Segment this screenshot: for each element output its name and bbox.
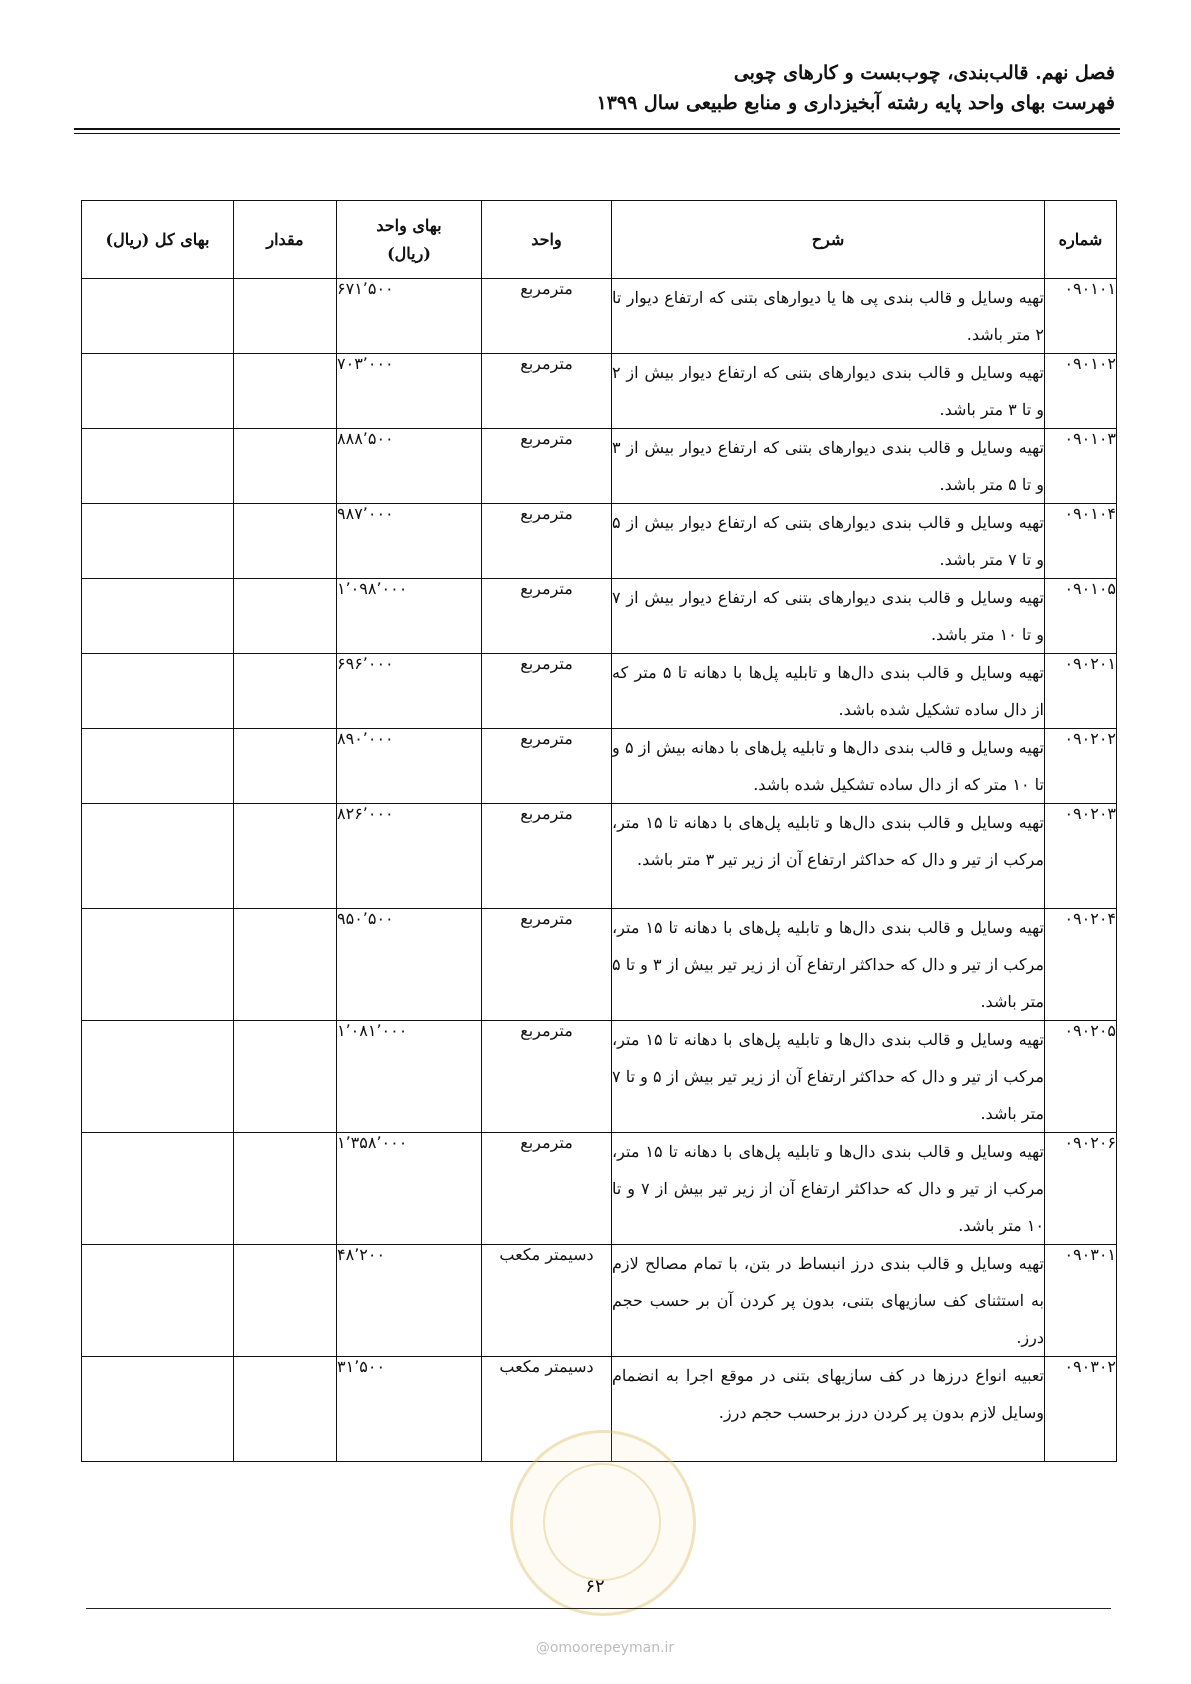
- row-description: تعبیه انواع درزها در کف سازیهای بتنی در موقع اجرا به انضمام وسایل لازم بدون پر کردن درز برحسب حجم درز.: [612, 1357, 1045, 1462]
- row-description: تهیه وسایل و قالب بندی دال‌ها و تابلیه پل‌ها با دهانه تا ۵ متر که از دال ساده تشکیل شده باشد.: [612, 654, 1045, 729]
- row-code: ۰۹۰۳۰۱: [1045, 1245, 1117, 1357]
- table-row: [82, 909, 1117, 1021]
- table-row: [82, 429, 1117, 504]
- header-unit-price: [337, 201, 482, 279]
- row-quantity: [234, 579, 337, 654]
- row-total-price: [82, 579, 234, 654]
- row-code: ۰۹۰۱۰۲: [1045, 354, 1117, 429]
- row-unit-price: ۱٬۳۵۸٬۰۰۰: [337, 1133, 482, 1245]
- row-code: ۰۹۰۲۰۵: [1045, 1021, 1117, 1133]
- row-total-price: [82, 654, 234, 729]
- row-code: ۰۹۰۱۰۱: [1045, 279, 1117, 354]
- row-unit-price: ۹۵۰٬۵۰۰: [337, 909, 482, 1021]
- header-code: شماره: [1045, 201, 1117, 279]
- header-description: شرح: [612, 201, 1045, 279]
- row-unit-price: ۶۹۶٬۰۰۰: [337, 654, 482, 729]
- row-code: ۰۹۰۱۰۵: [1045, 579, 1117, 654]
- table-row: [82, 1021, 1117, 1133]
- row-unit-price: ۹۸۷٬۰۰۰: [337, 504, 482, 579]
- table-row: [82, 804, 1117, 909]
- row-description: تهیه وسایل و قالب بندی دال‌ها و تابلیه پل‌های با دهانه تا ۱۵ متر، مرکب از تیر و دال که حداکثر ارتفاع آن از زیر تیر ۳ متر باشد.: [612, 804, 1045, 909]
- row-description: تهیه وسایل و قالب بندی دیوارهای بتنی که ارتفاع دیوار بیش از ۵ و تا ۷ متر باشد.: [612, 504, 1045, 579]
- row-unit-price: ۱٬۰۸۱٬۰۰۰: [337, 1021, 482, 1133]
- table-row: [82, 654, 1117, 729]
- row-description: تهیه وسایل و قالب بندی دیوارهای بتنی که ارتفاع دیوار بیش از ۲ و تا ۳ متر باشد.: [612, 354, 1045, 429]
- row-quantity: [234, 429, 337, 504]
- table-row: [82, 729, 1117, 804]
- header-rule-thin: [74, 133, 1120, 134]
- row-unit: مترمربع: [482, 354, 612, 429]
- row-quantity: [234, 654, 337, 729]
- row-code: ۰۹۰۲۰۴: [1045, 909, 1117, 1021]
- row-quantity: [234, 1133, 337, 1245]
- row-description: تهیه وسایل و قالب بندی دال‌ها و تابلیه پل‌های با دهانه تا ۱۵ متر، مرکب از تیر و دال که حداکثر ارتفاع آن از زیر تیر بیش از ۳ و تا ۵ متر باشد.: [612, 909, 1045, 1021]
- row-unit: مترمربع: [482, 504, 612, 579]
- table-row: [82, 504, 1117, 579]
- row-description: تهیه وسایل و قالب بندی دال‌ها و تابلیه پل‌های با دهانه تا ۱۵ متر، مرکب از تیر و دال که حداکثر ارتفاع آن از زیر تیر بیش از ۷ و تا ۱۰ متر باشد.: [612, 1133, 1045, 1245]
- page-number: ۶۲: [585, 1576, 605, 1597]
- row-unit: مترمربع: [482, 804, 612, 909]
- row-unit: مترمربع: [482, 429, 612, 504]
- row-unit: مترمربع: [482, 909, 612, 1021]
- table-row: [82, 279, 1117, 354]
- row-code: ۰۹۰۲۰۱: [1045, 654, 1117, 729]
- row-total-price: [82, 729, 234, 804]
- row-description: تهیه وسایل و قالب بندی پی ها یا دیوارهای بتنی که ارتفاع دیوار تا ۲ متر باشد.: [612, 279, 1045, 354]
- row-unit-price: ۷۰۳٬۰۰۰: [337, 354, 482, 429]
- header-unit-price-currency: (ریال): [387, 243, 431, 263]
- header-unit-price-label: بهای واحد: [376, 215, 442, 235]
- row-description: تهیه وسایل و قالب بندی درز انبساط در بتن، با تمام مصالح لازم به استثنای کف سازیهای بتنی، بدون پر کردن آن بر حسب حجم درز.: [612, 1245, 1045, 1357]
- row-unit: مترمربع: [482, 654, 612, 729]
- row-unit: دسیمتر مکعب: [482, 1245, 612, 1357]
- row-unit-price: ۶۷۱٬۵۰۰: [337, 279, 482, 354]
- row-code: ۰۹۰۱۰۴: [1045, 504, 1117, 579]
- header-quantity: مقدار: [234, 201, 337, 279]
- row-unit: مترمربع: [482, 1133, 612, 1245]
- table-row: [82, 579, 1117, 654]
- row-quantity: [234, 279, 337, 354]
- footer-rule: [86, 1608, 1111, 1609]
- page-header: [75, 58, 1115, 118]
- row-description: تهیه وسایل و قالب بندی دال‌ها و تابلیه پل‌های با دهانه بیش از ۵ و تا ۱۰ متر که از دال ساده تشکیل شده باشد.: [612, 729, 1045, 804]
- row-total-price: [82, 804, 234, 909]
- header-total-price: بهای کل (ریال): [82, 201, 234, 279]
- row-quantity: [234, 354, 337, 429]
- chapter-title: فصل نهم. قالب‌بندی، چوب‌بست و کارهای چوبی: [733, 62, 1115, 84]
- row-unit: مترمربع: [482, 279, 612, 354]
- table-header-row: [82, 201, 1117, 279]
- row-unit-price: ۱٬۰۹۸٬۰۰۰: [337, 579, 482, 654]
- price-table: [81, 200, 1117, 1462]
- row-code: ۰۹۰۳۰۲: [1045, 1357, 1117, 1462]
- row-quantity: [234, 729, 337, 804]
- row-code: ۰۹۰۲۰۳: [1045, 804, 1117, 909]
- row-unit-price: ۳۱٬۵۰۰: [337, 1357, 482, 1462]
- row-total-price: [82, 504, 234, 579]
- row-quantity: [234, 909, 337, 1021]
- row-unit-price: ۸۲۶٬۰۰۰: [337, 804, 482, 909]
- row-description: تهیه وسایل و قالب بندی دیوارهای بتنی که ارتفاع دیوار بیش از ۷ و تا ۱۰ متر باشد.: [612, 579, 1045, 654]
- row-total-price: [82, 1021, 234, 1133]
- row-code: ۰۹۰۲۰۶: [1045, 1133, 1117, 1245]
- row-total-price: [82, 1245, 234, 1357]
- row-unit: مترمربع: [482, 729, 612, 804]
- row-code: ۰۹۰۱۰۳: [1045, 429, 1117, 504]
- header-unit: واحد: [482, 201, 612, 279]
- row-total-price: [82, 279, 234, 354]
- watermark-text: @omoorepeyman.ir: [535, 1640, 675, 1656]
- row-unit: مترمربع: [482, 1021, 612, 1133]
- row-unit-price: ۴۸٬۲۰۰: [337, 1245, 482, 1357]
- row-unit-price: ۸۸۸٬۵۰۰: [337, 429, 482, 504]
- row-quantity: [234, 1245, 337, 1357]
- row-code: ۰۹۰۲۰۲: [1045, 729, 1117, 804]
- row-total-price: [82, 1357, 234, 1462]
- row-unit-price: ۸۹۰٬۰۰۰: [337, 729, 482, 804]
- price-list-title: فهرست بهای واحد پایه رشته آبخیزداری و منابع طبیعی سال ۱۳۹۹: [596, 92, 1115, 114]
- row-total-price: [82, 429, 234, 504]
- table-row: [82, 354, 1117, 429]
- header-rule-thick: [74, 128, 1120, 130]
- row-unit: دسیمتر مکعب: [482, 1357, 612, 1462]
- row-quantity: [234, 1021, 337, 1133]
- row-description: تهیه وسایل و قالب بندی دال‌ها و تابلیه پل‌های با دهانه تا ۱۵ متر، مرکب از تیر و دال که حداکثر ارتفاع آن از زیر تیر بیش از ۵ و تا ۷ متر باشد.: [612, 1021, 1045, 1133]
- table-row: [82, 1133, 1117, 1245]
- row-quantity: [234, 504, 337, 579]
- row-total-price: [82, 909, 234, 1021]
- row-unit: مترمربع: [482, 579, 612, 654]
- table-row: [82, 1245, 1117, 1357]
- row-total-price: [82, 1133, 234, 1245]
- row-total-price: [82, 354, 234, 429]
- row-quantity: [234, 1357, 337, 1462]
- row-quantity: [234, 804, 337, 909]
- row-description: تهیه وسایل و قالب بندی دیوارهای بتنی که ارتفاع دیوار بیش از ۳ و تا ۵ متر باشد.: [612, 429, 1045, 504]
